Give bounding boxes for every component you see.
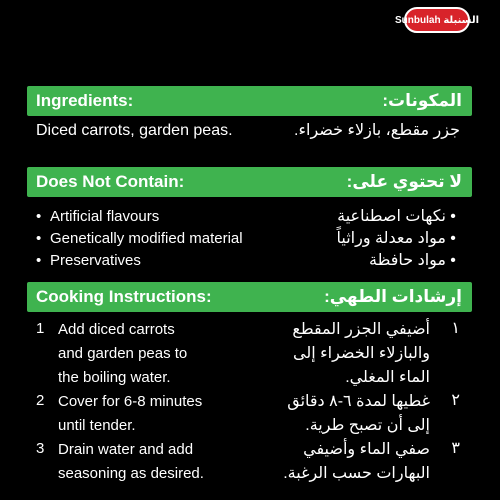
does-not-contain-list-en	[36, 206, 243, 272]
step-number: 2	[36, 392, 45, 409]
cooking-heading-en: Cooking Instructions:	[36, 287, 212, 306]
step-text: Add diced carrots and garden peas to the boiling water.	[58, 321, 188, 386]
ingredients-text-en: Diced carrots, garden peas.	[36, 122, 233, 139]
list-item: • Artificial flavours	[36, 208, 160, 225]
list-item: • Genetically modified material	[36, 230, 243, 247]
step-number: 1	[36, 320, 45, 337]
step-number: ٣	[451, 440, 460, 457]
list-item: •نكهات اصطناعية	[337, 208, 456, 225]
step-number: ٢	[451, 392, 460, 409]
step-text: أضيفي الجزر المقطع والبازلاء الخضراء إلى الماء المغلي.	[292, 321, 430, 386]
brand-logo: Sunbulah السنبلة	[404, 7, 470, 33]
step-text: صفي الماء وأضيفي البهارات حسب الرغبة.	[283, 441, 430, 482]
ingredients-header	[27, 86, 472, 116]
does-not-contain-list-ar	[260, 206, 460, 272]
step-number: 3	[36, 440, 45, 457]
cooking-instructions-header	[27, 282, 472, 312]
ingredients-heading-ar: المكونات:	[382, 91, 462, 110]
step-text: Drain water and add seasoning as desired.	[58, 441, 204, 482]
step-text: Cover for 6-8 minutes until tender.	[58, 393, 203, 434]
does-not-contain-heading-ar: لا تحتوي على:	[346, 172, 462, 191]
step-text: غطيها لمدة ٦-٨ دقائق إلى أن تصبح طرية.	[287, 393, 430, 434]
cooking-heading-ar: إرشادات الطهي:	[324, 287, 462, 306]
ingredients-heading-en: Ingredients:	[36, 91, 134, 110]
step-number: ١	[451, 320, 460, 337]
does-not-contain-heading-en: Does Not Contain:	[36, 172, 185, 191]
list-item: •مواد حافظة	[369, 252, 456, 269]
list-item: • Preservatives	[36, 252, 141, 269]
does-not-contain-header	[27, 167, 472, 197]
ingredients-text-ar: جزر مقطع، بازلاء خضراء.	[294, 122, 460, 139]
list-item: •مواد معدلة وراثياً	[336, 230, 456, 247]
